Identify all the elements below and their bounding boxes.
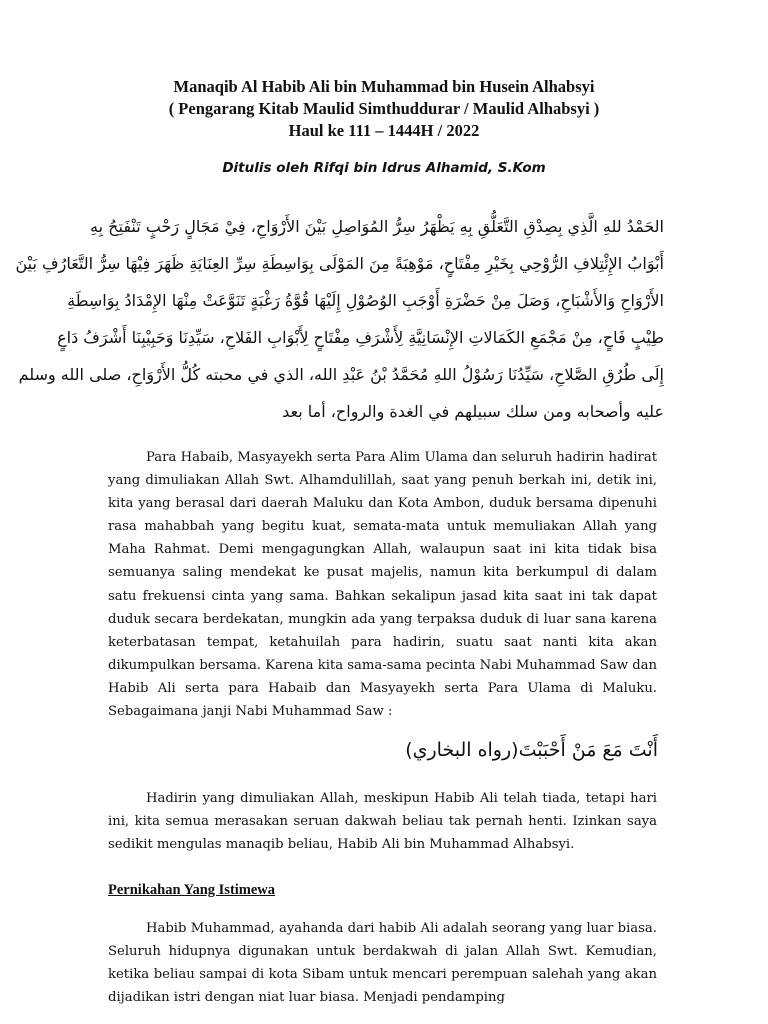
document-title: Manaqib Al Habib Ali bin Muhammad bin Husein Alhabsyi <box>173 77 595 96</box>
title-block <box>0 76 768 142</box>
paragraph-text: Hadirin yang dimuliakan Allah, meskipun Habib Ali telah tiada, tetapi hari ini, kita semua merasakan seruan dakwah beliau tak pernah henti. Izinkan saya sedikit mengulas manaqib beliau, Habib Ali bin Muhammad Alhabsyi. <box>108 791 657 853</box>
arabic-line: إِلَى طُرُقِ الصَّلاحِ، سَيِّدُنَا رَسُوْلُ اللهِ مُحَمَّدُ بْنُ عَبْدِ الله، الذي في محبته كُلُّ الأَرْوَاحِ، صلى الله وسلم <box>18 365 664 384</box>
paragraph-third <box>108 917 657 1009</box>
paragraph-second <box>108 787 657 856</box>
arabic-line: أَبْوَابُ الإِئْتِلافِ الرُّوْحِي بِخَيْرِ مِفْتَاحٍ، مَوْهِبَةً مِنَ المَوْلَى بِوَاسِطَةِ سِرِّ العِنَايَةِ ظَهَرَ فِيْهَا سِرُّ التَّعَارُفِ بَيْنَ <box>15 254 664 273</box>
paragraph-opening <box>108 446 657 723</box>
arabic-opening <box>15 208 664 430</box>
paragraph-text: Para Habaib, Masyayekh serta Para Alim Ulama dan seluruh hadirin hadirat yang dimuliakan Allah Swt. Alhamdulillah, saat yang penuh berkah ini, detik ini, kita yang berasal dari daerah Maluku dan Kota Ambon, duduk bersama dipenuhi rasa mahabbah yang begitu kuat, semata-mata untuk memuliakan Allah yang Maha Rahmat. Demi mengagungkan Allah, walaupun saat ini kita tidak bisa semuanya saling mendekat ke pusat majelis, namun kita berkumpul di dalam satu frekuensi cinta yang sama. Bahkan sekalipun jasad kita saat ini tak dapat duduk secara berdekatan, mungkin ada yang terpaksa duduk di luar sana karena keterbatasan tempat, ketahuilah para hadirin, suatu saat nanti kita akan dikumpulkan bersama. Karena kita sama-sama pecinta Nabi Muhammad Saw dan Habib Ali serta para Habaib dan Masyayekh serta Para Ulama di Maluku. Sebagaimana janji Nabi Muhammad Saw : <box>108 450 657 720</box>
arabic-line: الحَمْدُ للهِ الَّذِي بِصِدْقِ التَّعَلُّقِ بِهِ يَظْهَرُ سِرُّ المُوَاصِلِ بَيْنَ الأَرْوَاحِ، فِيْ مَجَالٍ رَحْبٍ تَنْفَتِحُ بِهِ <box>90 217 664 236</box>
hadith-quote: أَنْتَ مَعَ مَنْ أَحْبَبْتَ(رواه البخاري) <box>405 739 658 761</box>
arabic-line: طِيْبٍ فَاحٍ، مِنْ مَجْمَعِ الكَمَالاتِ الإِنْسَانِيَّةِ لِأَشْرَفِ مِفْتَاحٍ لِأَبْوَابِ الفَلاحِ، سَيِّدِنَا وَحَبِيْبِنَا أَشْرَفُ دَاعٍ <box>57 328 664 347</box>
paragraph-text: Habib Muhammad, ayahanda dari habib Ali adalah seorang yang luar biasa. Seluruh hidupnya digunakan untuk berdakwah di jalan Allah Swt. Kemudian, ketika beliau sampai di kota Sibam untuk mencari perempuan salehah yang akan dijadikan istri dengan niat luar biasa. Menjadi pendamping <box>108 921 657 1006</box>
document-subtitle: ( Pengarang Kitab Maulid Simthuddurar / Maulid Alhabsyi ) <box>168 99 600 118</box>
arabic-line: عليه وأصحابه ومن سلك سبيلهم في الغدة والرواح، أما بعد <box>282 402 664 421</box>
arabic-line: الأَرْوَاحِ وَالأَشْبَاحِ، وَصَلَ مِنْ حَضْرَةِ أَوْجَبِ الوُصُوْلِ إِلَيْهَا قُوَّةُ رَغْبَةٍ تَنَوَّعَتْ مِنْهَا الإِمْدَادُ بِوَاسِطَةِ <box>67 291 664 310</box>
document-haul-line: Haul ke 111 – 1444H / 2022 <box>288 121 480 140</box>
author-line: Ditulis oleh Rifqi bin Idrus Alhamid, S.Kom <box>222 160 546 176</box>
section-heading: Pernikahan Yang Istimewa <box>108 882 276 898</box>
